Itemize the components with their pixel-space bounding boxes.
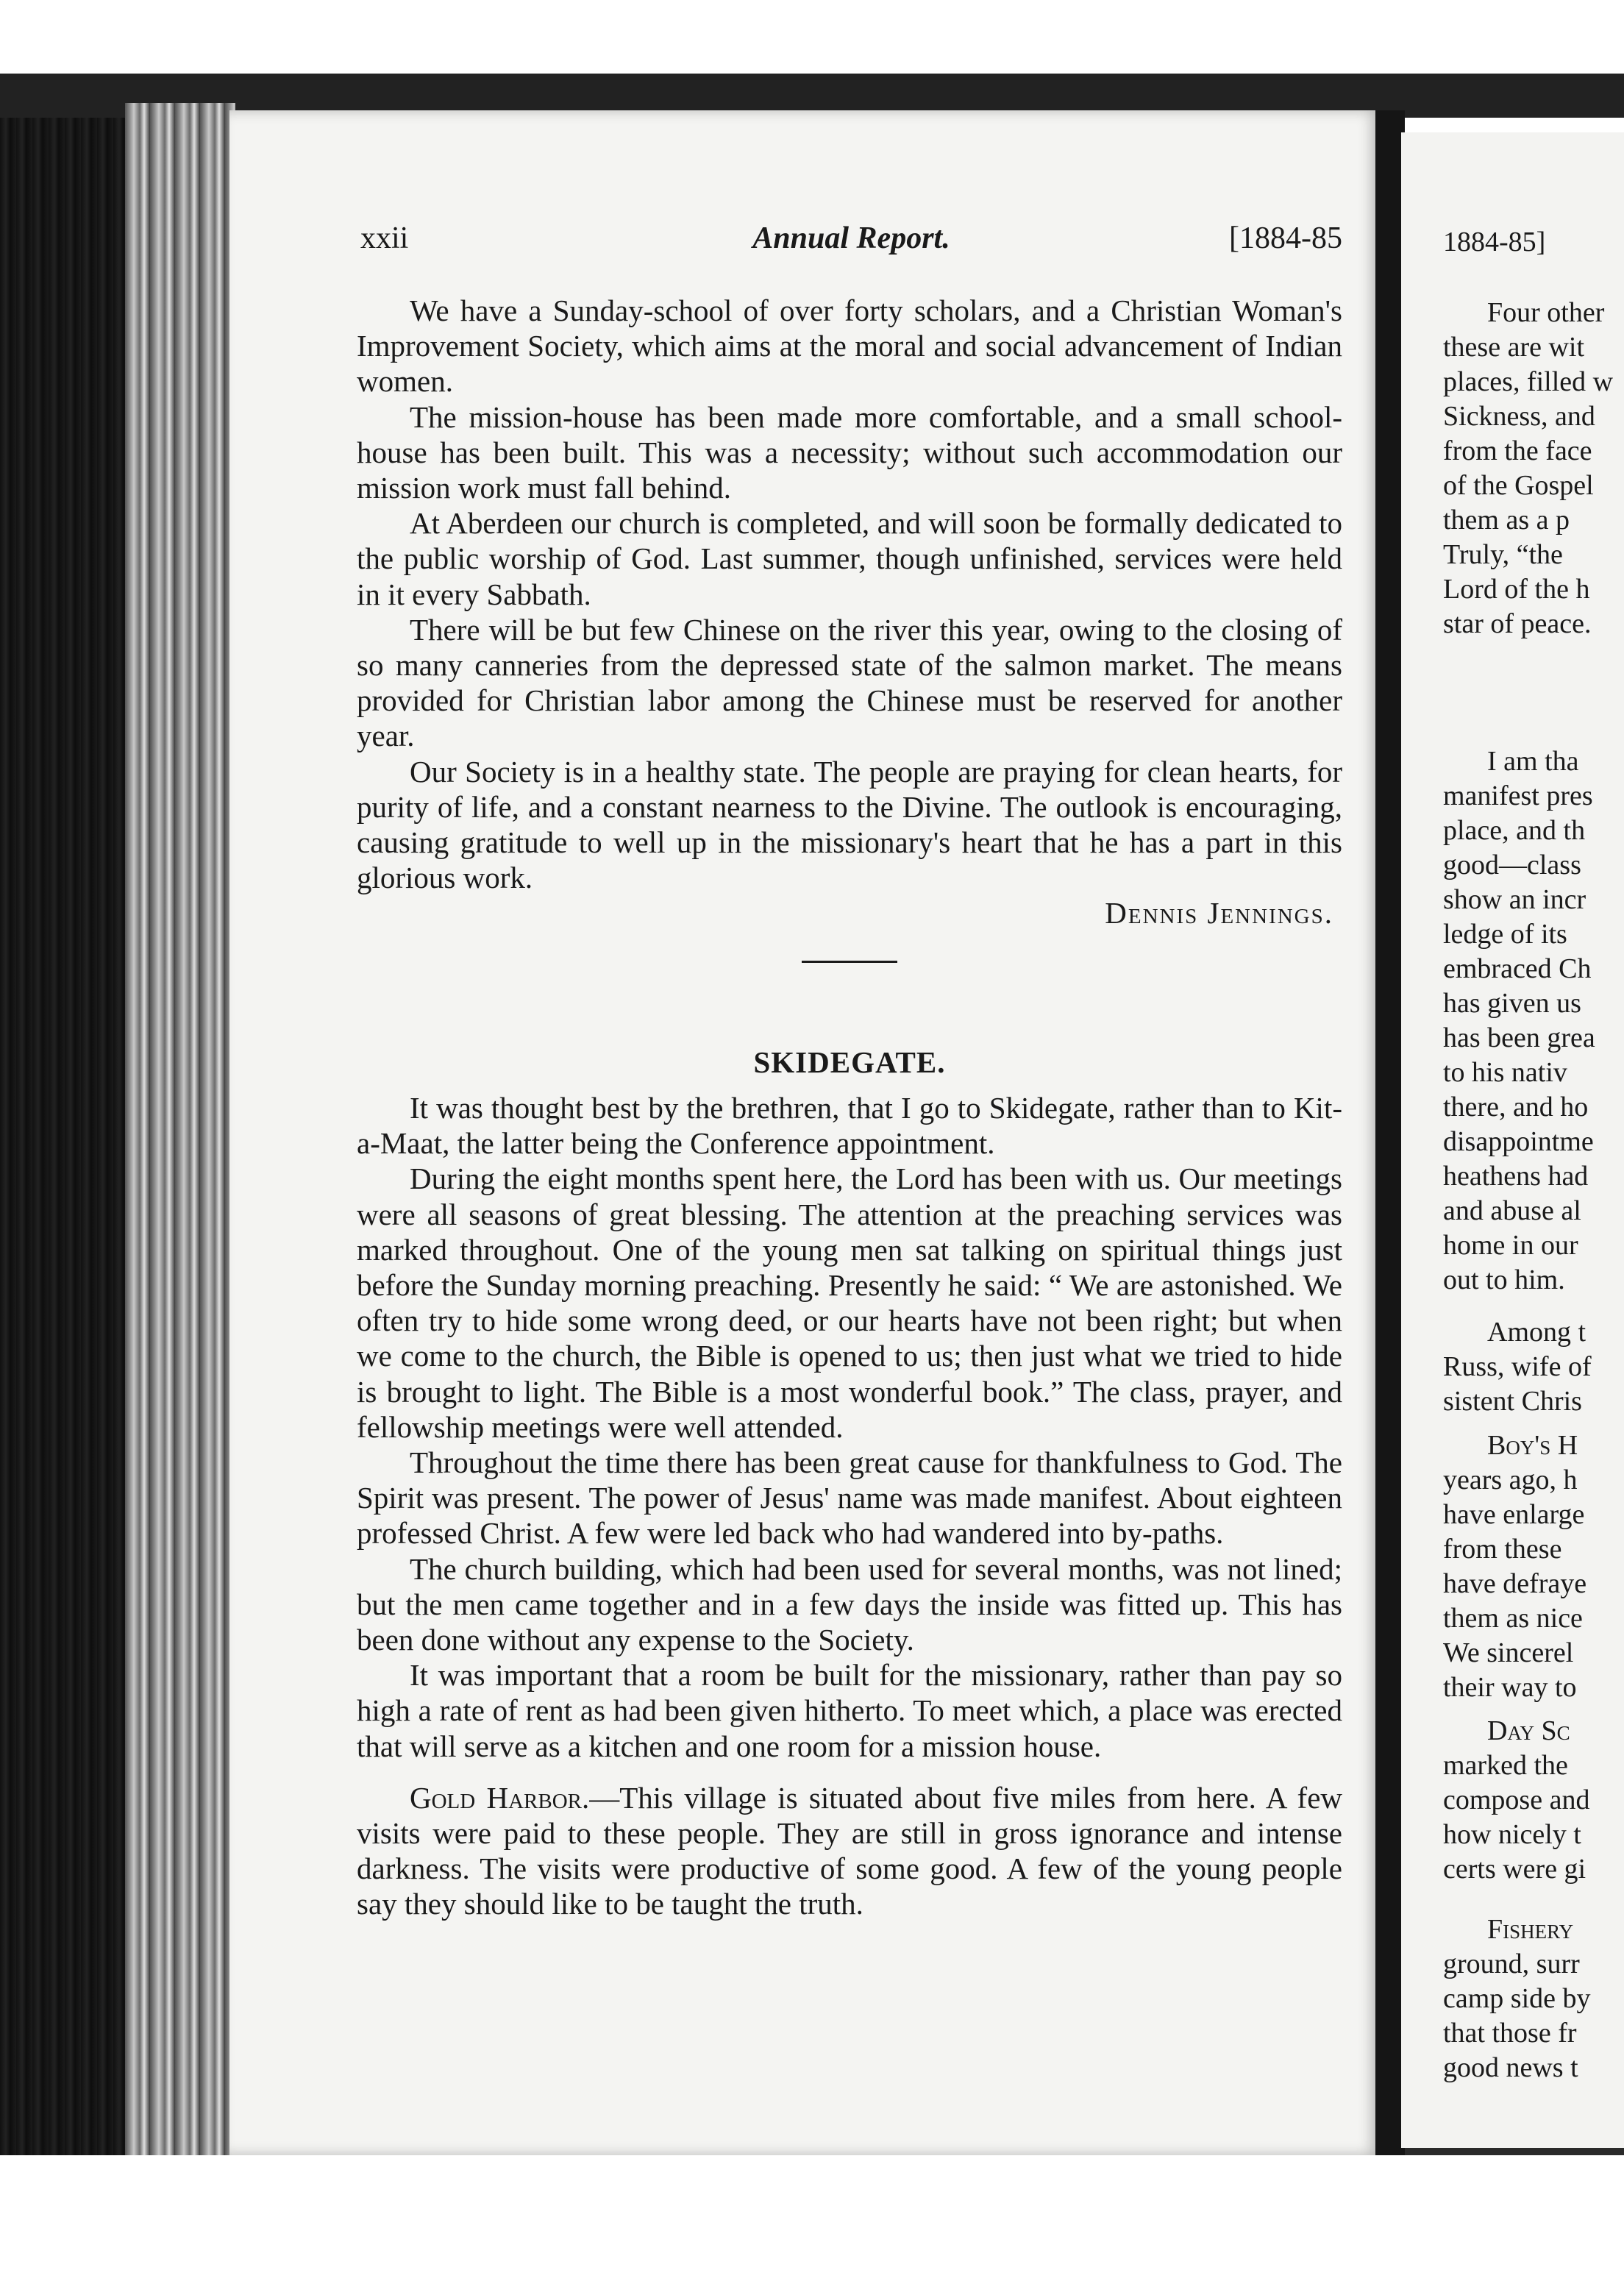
paragraph: There will be but few Chinese on the river this year, owing to the closing of so many canneries from the depressed state of the salmon market. The means provided for Christian labor among the Chinese must be reserved for another year. bbox=[357, 612, 1342, 753]
paragraph: Throughout the time there has been great cause for thankfulness to God. The Spirit was present. The power of Jesus' name was made manifest. About eighteen professed Christ. A few were led back who had wandered into by-paths. bbox=[357, 1445, 1342, 1551]
right-page-block-3 bbox=[1443, 1315, 1624, 1419]
paragraph-gold-harbor bbox=[357, 1780, 1342, 1922]
right-page-line: ground, surr bbox=[1443, 1949, 1580, 1979]
right-page-line: good—class bbox=[1443, 850, 1581, 880]
right-page-line: and abuse al bbox=[1443, 1195, 1581, 1226]
right-page-line: sistent Chris bbox=[1443, 1386, 1582, 1417]
right-page-line: from the face bbox=[1443, 435, 1592, 466]
gold-harbor-lead: Gold Harbor. bbox=[410, 1780, 590, 1815]
section-heading-block bbox=[357, 1045, 1342, 1080]
right-page-block-1 bbox=[1443, 296, 1624, 641]
body-text-section bbox=[357, 1090, 1342, 1922]
right-page-line: good news t bbox=[1443, 2052, 1578, 2083]
right-page-line: Boy's H bbox=[1487, 1430, 1578, 1461]
right-page-line: heathens had bbox=[1443, 1161, 1589, 1192]
right-page-line: of the Gospel bbox=[1443, 470, 1594, 501]
right-page-line: Among t bbox=[1487, 1317, 1586, 1348]
right-page-line: Truly, “the bbox=[1443, 539, 1563, 570]
paragraph: During the eight months spent here, the Lord has been with us. Our meetings were all seasons of great blessing. The attention at the preaching services was marked throughout. One of the young men sat talking on spiritual things just before the Sunday morning preaching. Presently he said: “ We are astonished. We often try to hide some wrong deed, or our hearts have not been right; but when we come to the church, the Bible is opened to us; then just what we tried to hide is brought to light. The Bible is a most wonderful book.” The class, prayer, and fellowship meetings were well attended. bbox=[357, 1161, 1342, 1444]
right-page-line: home in our bbox=[1443, 1230, 1578, 1261]
running-header bbox=[360, 221, 1342, 257]
paragraph: Our Society is in a healthy state. The people are praying for clean hearts, for purity of life, and a constant nearness to the Divine. The outlook is encouraging, causing gratitude to well up in the missionary's heart that he has a part in this glorious work. bbox=[357, 754, 1342, 895]
book-gutter bbox=[1375, 110, 1405, 2163]
right-page-line: place, and th bbox=[1443, 815, 1586, 846]
running-title: Annual Report. bbox=[752, 221, 950, 255]
right-page-line: manifest pres bbox=[1443, 780, 1593, 811]
page-edges bbox=[125, 103, 235, 2155]
gold-harbor-text: —This village is situated about five miles from here. A few visits were paid to these people. They are still in gross ignorance and intense darkness. The visits were productive of some good. A few of the young people say they should like to be taught the truth. bbox=[357, 1780, 1343, 1921]
right-page-line: their way to bbox=[1443, 1672, 1577, 1703]
right-page-header bbox=[1443, 225, 1624, 260]
right-page-line: years ago, h bbox=[1443, 1465, 1578, 1495]
paragraph: The church building, which had been used for several months, was not lined; but the men came together and in a few days the inside was fitted up. This has been done without any expense to the Society. bbox=[357, 1551, 1342, 1657]
right-page-line: We sincerel bbox=[1443, 1637, 1574, 1668]
paragraph: The mission-house has been made more comfortable, and a small school-house has been built. This was a necessity; without such accommodation our mission work must fall behind. bbox=[357, 399, 1342, 505]
right-page-line: has given us bbox=[1443, 988, 1581, 1019]
right-page-line: certs were gi bbox=[1443, 1854, 1586, 1885]
header-year: [1884-85 bbox=[1229, 221, 1342, 255]
right-page-line: Day Sc bbox=[1487, 1715, 1570, 1746]
right-page-line: Russ, wife of bbox=[1443, 1351, 1592, 1382]
right-page-line: Four other bbox=[1487, 297, 1605, 328]
right-page-line: disappointme bbox=[1443, 1126, 1594, 1157]
right-page-block-6 bbox=[1443, 1913, 1624, 2085]
right-page-line: to his nativ bbox=[1443, 1057, 1567, 1088]
right-page-line: ledge of its bbox=[1443, 919, 1567, 950]
page-number: xxii bbox=[360, 221, 409, 255]
background-bottom bbox=[0, 2155, 1624, 2295]
right-page-line: places, filled w bbox=[1443, 366, 1614, 397]
right-page-line: from these bbox=[1443, 1534, 1562, 1565]
right-page-line: have enlarge bbox=[1443, 1499, 1585, 1530]
right-page-line: Sickness, and bbox=[1443, 401, 1595, 432]
right-page-line: them as a p bbox=[1443, 505, 1570, 536]
right-page-line: camp side by bbox=[1443, 1983, 1591, 2014]
right-page-line: has been grea bbox=[1443, 1022, 1595, 1053]
body-text-top bbox=[357, 293, 1342, 931]
paragraph: It was important that a room be built for the missionary, rather than pay so high a rate of rent as had been given hitherto. To meet which, a place was erected that will serve as a kitchen and one room for a mission house. bbox=[357, 1658, 1342, 1763]
section-title: SKIDEGATE. bbox=[753, 1045, 946, 1079]
paragraph: We have a Sunday-school of over forty scholars, and a Christian Woman's Improvement Society, which aims at the moral and social advancement of Indian women. bbox=[357, 293, 1342, 399]
right-page-line: how nicely t bbox=[1443, 1819, 1581, 1850]
right-page-line: these are wit bbox=[1443, 332, 1585, 363]
right-page-block-4 bbox=[1443, 1428, 1624, 1705]
right-page-line: I am tha bbox=[1487, 746, 1579, 777]
right-page-line: there, and ho bbox=[1443, 1092, 1589, 1122]
right-page-line: star of peace. bbox=[1443, 608, 1592, 639]
paragraph: It was thought best by the brethren, that I go to Skidegate, rather than to Kit-a-Maat, the latter being the Conference appointment. bbox=[357, 1091, 1342, 1161]
right-page-line: that those fr bbox=[1443, 2018, 1577, 2049]
right-page-line: embraced Ch bbox=[1443, 953, 1592, 984]
right-page-line: compose and bbox=[1443, 1785, 1590, 1815]
signature: Dennis Jennings. bbox=[1105, 896, 1333, 931]
right-page-block-2 bbox=[1443, 744, 1624, 1298]
right-page-line: out to him. bbox=[1443, 1264, 1565, 1295]
right-page-line: Fishery bbox=[1487, 1914, 1574, 1945]
right-page-line: marked the bbox=[1443, 1750, 1568, 1781]
right-page-line: them as nice bbox=[1443, 1603, 1583, 1634]
right-page-line: show an incr bbox=[1443, 884, 1586, 915]
section-divider bbox=[357, 961, 1342, 963]
right-page-line: have defraye bbox=[1443, 1568, 1587, 1599]
right-page-line: Lord of the h bbox=[1443, 574, 1590, 605]
paragraph: At Aberdeen our church is completed, and will soon be formally dedicated to the public worship of God. Last summer, though unfinished, services were held in it every Sabbath. bbox=[357, 506, 1342, 611]
right-header-year: 1884-85] bbox=[1443, 227, 1546, 257]
right-page-block-5 bbox=[1443, 1714, 1624, 1887]
